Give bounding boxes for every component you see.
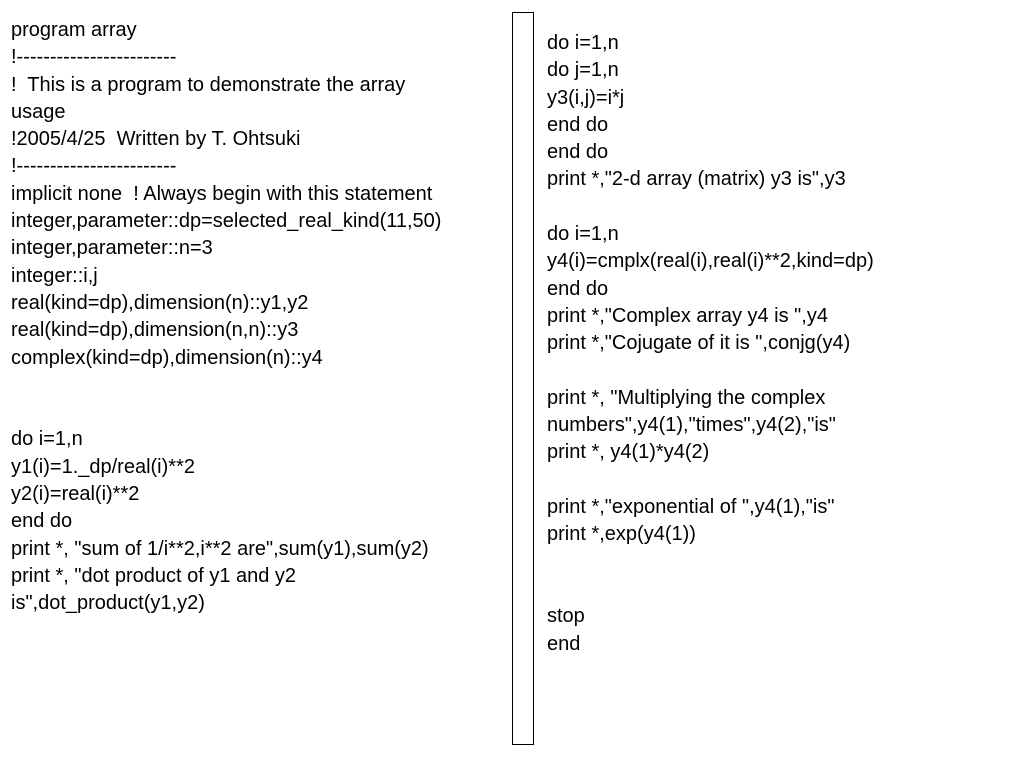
code-line: complex(kind=dp),dimension(n)::y4 (11, 346, 323, 369)
code-line: stop (547, 605, 585, 628)
code-line: numbers",y4(1),"times",y4(2),"is" (547, 414, 836, 437)
code-line: ! This is a program to demonstrate the array (11, 73, 406, 96)
code-line (547, 576, 1007, 603)
code-line: y1(i)=1._dp/real(i)**2 (11, 455, 195, 478)
code-line: print *,"2-d array (matrix) y3 is",y3 (547, 168, 846, 191)
code-line (547, 549, 1007, 576)
code-line: print *,"Complex array y4 is ",y4 (547, 304, 828, 327)
code-line: do j=1,n (547, 59, 619, 82)
code-line: print *, "sum of 1/i**2,i**2 are",sum(y1),sum(y2) (11, 537, 429, 560)
code-line: end do (547, 113, 609, 136)
code-line: !------------------------ (11, 46, 177, 69)
code-line: end do (547, 141, 609, 164)
code-line: !------------------------ (11, 155, 177, 178)
code-line: y3(i,j)=i*j (547, 86, 625, 109)
code-line: print *, y4(1)*y4(2) (547, 441, 710, 464)
code-line: print *, "dot product of y1 and y2 (11, 564, 297, 587)
code-line: program array (11, 19, 137, 41)
code-line: y2(i)=real(i)**2 (11, 483, 140, 506)
code-line: end (547, 632, 581, 655)
code-line: usage (11, 100, 66, 123)
code-line (547, 358, 1007, 385)
code-line (11, 399, 506, 426)
code-line: print *,"Cojugate of it is ",conjg(y4) (547, 332, 851, 355)
code-line: print *, "Multiplying the complex (547, 386, 826, 409)
code-line: print *,"exponential of ",y4(1),"is" (547, 496, 835, 519)
code-line: end do (547, 277, 609, 300)
code-line: do i=1,n (547, 32, 619, 54)
code-line: real(kind=dp),dimension(n,n)::y3 (11, 319, 299, 342)
code-column-left (11, 17, 506, 618)
code-line (11, 372, 506, 399)
code-line: y4(i)=cmplx(real(i),real(i)**2,kind=dp) (547, 250, 874, 273)
code-line: do i=1,n (11, 428, 83, 451)
code-line: print *,exp(y4(1)) (547, 523, 696, 546)
code-line (547, 467, 1007, 494)
code-line: real(kind=dp),dimension(n)::y1,y2 (11, 291, 309, 314)
code-line: end do (11, 510, 73, 533)
vertical-divider-bar (512, 12, 534, 745)
code-line: integer::i,j (11, 264, 98, 287)
code-line: integer,parameter::n=3 (11, 237, 213, 260)
code-line (547, 194, 1007, 221)
code-line: !2005/4/25 Written by T. Ohtsuki (11, 128, 301, 151)
code-column-right (547, 30, 1007, 658)
code-line: is",dot_product(y1,y2) (11, 592, 205, 615)
code-line: do i=1,n (547, 223, 619, 246)
code-line: integer,parameter::dp=selected_real_kind(11,50) (11, 210, 442, 233)
code-line: implicit none ! Always begin with this statement (11, 182, 433, 205)
